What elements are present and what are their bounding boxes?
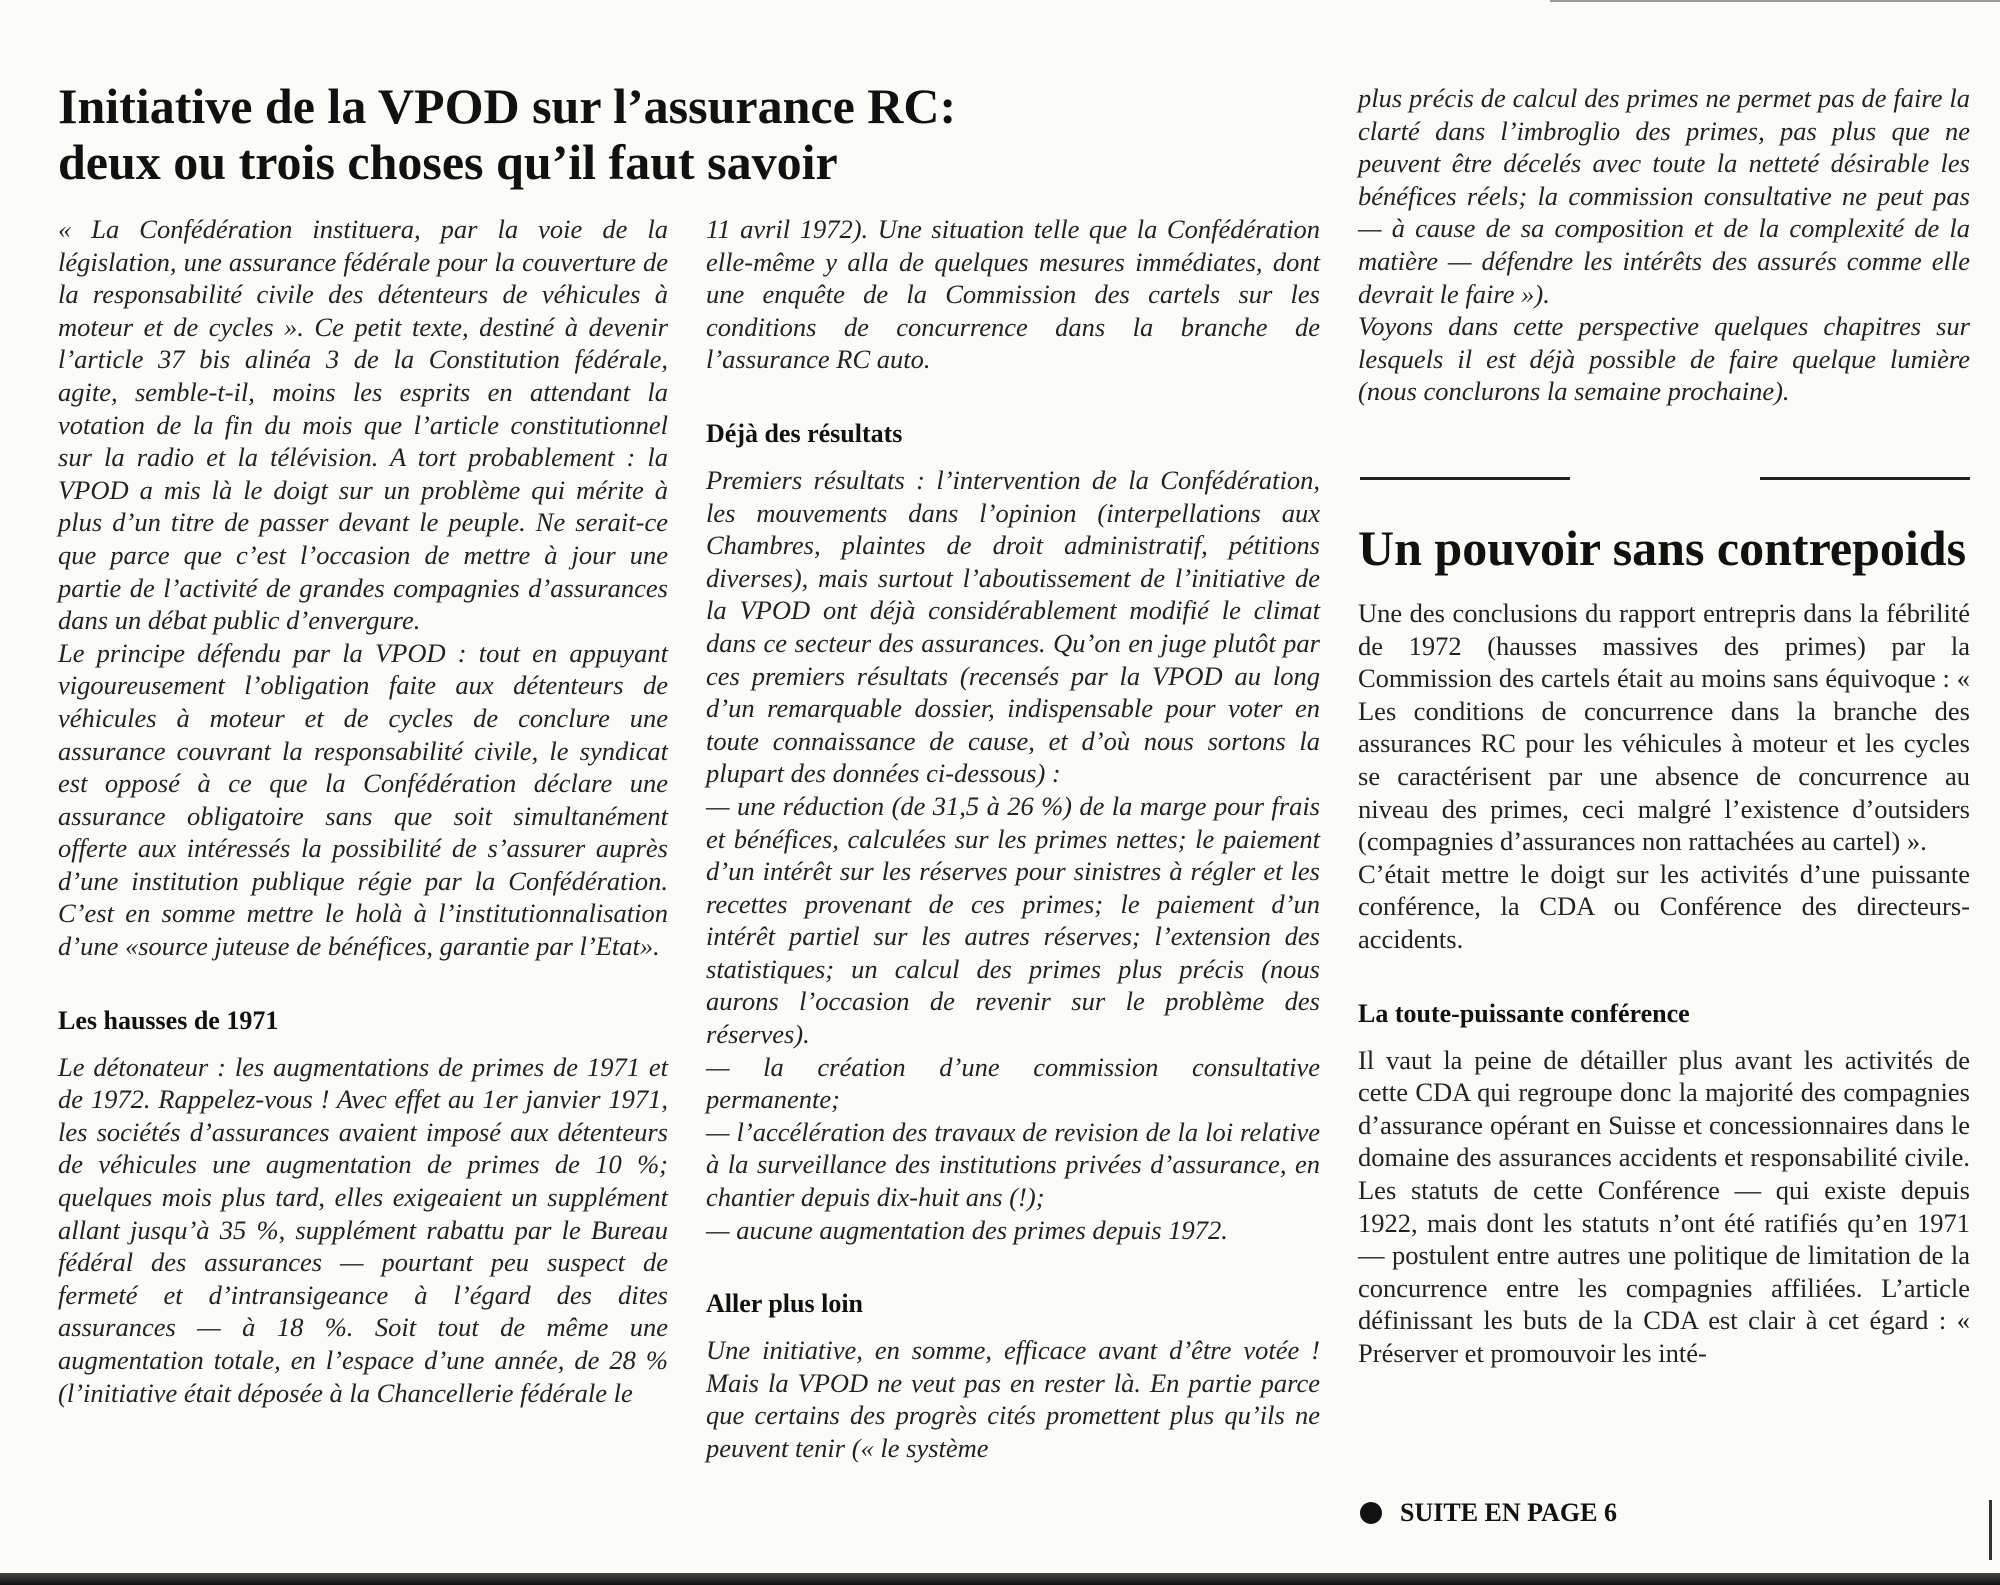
article2-body bbox=[1358, 597, 1970, 1369]
voyons-paragraph: Voyons dans cette perspective quelques chapitres sur lesquels il est déjà possible de faire quelque lumière (nous conclurons la semaine prochaine). bbox=[1358, 311, 1970, 407]
article2-paragraph-2: C’était mettre le doigt sur les activités d’une puissante conférence, la CDA ou Conférence des directeurs-accidents. bbox=[1358, 858, 1970, 954]
heading-toute-puissante: La toute-puissante conférence bbox=[1358, 998, 1690, 1028]
heading-hausses: Les hausses de 1971 bbox=[58, 1005, 279, 1035]
intro-paragraph: « La Confédération instituera, par la voie de la législation, une assurance fédérale pour la couverture de la responsabilité civile des détenteurs de véhicules à moteur et de cycles ». Ce petit texte, destiné à devenir l’article 37 bis alinéa 3 de la Constitution fédérale, agite, semble-t-il, moins les esprits en attendant la votation de la fin du mois que l’article constitutionnel sur la radio et la télévision. A tort probablement : la VPOD a mis là le doigt sur un problème qui mérite à plus d’un titre de passer devant le peuple. Ne serait-ce que parce que c’est l’occasion de mettre à jour une partie de l’activité de grandes compagnies d’assurances dans un débat public d’envergure. bbox=[58, 214, 668, 636]
article-title-line1: Initiative de la VPOD sur l’assurance RC: bbox=[58, 78, 957, 134]
article2-title: Un pouvoir sans contrepoids bbox=[1358, 520, 1967, 576]
heading-aller-plus-loin: Aller plus loin bbox=[706, 1289, 864, 1319]
list-item: — la création d’une commission consultative permanente; bbox=[706, 1051, 1320, 1115]
continuation-paragraph: 11 avril 1972). Une situation telle que la Confédération elle-même y alla de quelques mesures immédiates, dont une enquête de la Commission des cartels sur les conditions de concurrence dans la branche de l’assurance RC auto. bbox=[706, 214, 1320, 375]
hausses-paragraph: Le détonateur : les augmentations de primes de 1971 et de 1972. Rappelez-vous ! Avec effet au 1er janvier 1971, les sociétés d’assurances avaient imposé aux détenteurs de véhicules une augmentation de primes de 10 %; quelques mois plus tard, elles exigeaient un supplément allant jusqu’à 35 %, supplément rabattu par le Bureau fédéral des assurances — pourtant peu suspect de fermeté et d’intransigeance à l’égard des dites assurances — à 18 %. Soit tout de même une augmentation totale, en l’espace d’une année, de 28 % (l’initiative était déposée à la Chancellerie fédérale le bbox=[58, 1051, 668, 1408]
article2-paragraph-1: Une des conclusions du rapport entrepris dans la fébrilité de 1972 (hausses massives des primes) par la Commission des cartels était au moins sans équivoque : « Les conditions de concurrence dans la branche des assurances RC pour les véhicules à moteur et les cycles se caractérisent par une absence de concurrence au niveau des primes, ceci malgré l’existence d’outsiders (compagnies d’assurances non rattachées au cartel) ». bbox=[1358, 598, 1970, 857]
article-title bbox=[58, 78, 1338, 190]
column-2 bbox=[706, 213, 1320, 1465]
list-item: — une réduction (de 31,5 à 26 %) de la marge pour frais et bénéfices, calculées sur les primes nettes; le paiement d’un intérêt sur les réserves pour sinistres à régler et les recettes provenant de ces primes; le paiement d’un intérêt partiel sur les autres réserves; l’extension des statistiques; un calcul des primes plus précis (nous aurons l’occasion de revenir sur le problème des réserves). bbox=[706, 790, 1320, 1050]
article-title-line2: deux ou trois choses qu’il faut savoir bbox=[58, 134, 838, 190]
page-bottom-bar bbox=[0, 1573, 2000, 1585]
heading-resultats: Déjà des résultats bbox=[706, 418, 903, 448]
page-top-rule bbox=[1550, 0, 2000, 2]
page-edge-mark bbox=[1989, 1500, 1992, 1560]
resultats-paragraph: Premiers résultats : l’intervention de la Confédération, les mouvements dans l’opinion (interpellations aux Chambres, plaintes de droit administratif, pétitions diverses), mais surtout l’aboutissement de l’initiative de la VPOD ont déjà considérablement modifié le climat dans ce secteur des assurances. Qu’on en juge plutôt par ces premiers résultats (recensés par la VPOD au long d’un remarquable dossier, indispensable pour voter en toute connaissance de cause, et d’où nous sortons la plupart des données ci-dessous) : bbox=[706, 464, 1320, 789]
principe-paragraph: Le principe défendu par la VPOD : tout en appuyant vigoureusement l’obligation faite aux détenteurs de véhicules à moteur et de cycles de conclure une assurance couvrant la responsabilité civile, le syndicat est opposé à ce que la Confédération déclare une assurance obligatoire sans que soit simultanément offerte aux intéressés la possibilité de s’assurer auprès d’une institution publique régie par la Confédération. C’est en somme mettre le holà à l’institutionnalisation d’une «source juteuse de bénéfices, garantie par l’Etat». bbox=[58, 637, 668, 962]
section-divider bbox=[1360, 477, 1970, 480]
list-item: — aucune augmentation des primes depuis 1972. bbox=[706, 1214, 1228, 1245]
divider-rule-right bbox=[1760, 477, 1970, 480]
continued-on-page-6 bbox=[1360, 1497, 1617, 1529]
col3-continuation-paragraph: plus précis de calcul des primes ne permet pas de faire la clarté dans l’imbroglio des primes, pas plus que ne peuvent être décelés avec toute la netteté désirable les bénéfices réels; la commission consultative ne peut pas — à cause de sa composition et de la complexité de la matière — défendre les intérêts des assurés comme elle devrait le faire »). bbox=[1358, 83, 1970, 309]
column-3 bbox=[1358, 82, 1970, 408]
column-1 bbox=[58, 213, 668, 1409]
suite-label: SUITE EN PAGE 6 bbox=[1400, 1498, 1617, 1527]
list-item: — l’accélération des travaux de revision de la loi relative à la surveillance des institutions privées d’assurance, en chantier depuis dix-huit ans (!); bbox=[706, 1116, 1320, 1213]
bullet-icon bbox=[1360, 1502, 1382, 1524]
divider-rule-left bbox=[1360, 477, 1570, 480]
loin-paragraph: Une initiative, en somme, efficace avant d’être votée ! Mais la VPOD ne veut pas en rester là. En partie parce que certains des progrès cités promettent plus qu’ils ne peuvent tenir (« le système bbox=[706, 1335, 1320, 1463]
article2-paragraph-3: Il vaut la peine de détailler plus avant les activités de cette CDA qui regroupe donc la majorité des compagnies d’assurance opérant en Suisse et concessionnaires dans le domaine des assurances accidents et responsabilité civile. Les statuts de cette Conférence — qui existe depuis 1922, mais dont les statuts n’ont été ratifiés qu’en 1971 — postulent entre autres une politique de limitation de la concurrence entre les compagnies affiliées. L’article définissant les buts de la CDA est clair à cet égard : « Préserver et promouvoir les inté- bbox=[1358, 1044, 1970, 1368]
